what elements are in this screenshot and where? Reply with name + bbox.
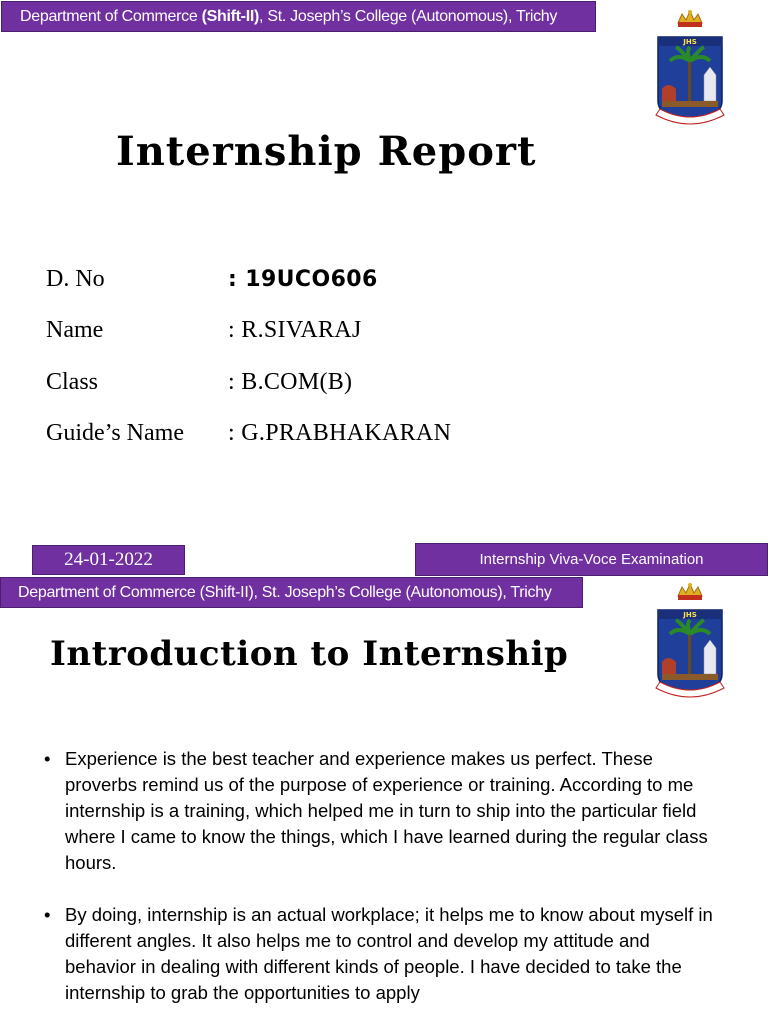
bullet-icon: • xyxy=(44,904,51,925)
crown-icon xyxy=(678,583,702,600)
banner-prefix: Department of Commerce xyxy=(20,8,202,25)
bullet-list xyxy=(44,746,724,1024)
section-title: Introduction to Internship xyxy=(50,634,569,674)
banner-shift: (Shift-II) xyxy=(201,8,260,25)
slide-introduction xyxy=(0,576,768,1024)
college-banner xyxy=(1,1,596,32)
detail-value: : R.SIVARAJ xyxy=(228,317,362,343)
detail-value: : 19UCO606 xyxy=(228,267,378,292)
bullet-icon: • xyxy=(44,748,51,769)
page-title: Internship Report xyxy=(116,128,537,175)
detail-label: Class xyxy=(46,369,99,395)
exam-badge: Internship Viva-Voce Examination xyxy=(415,543,768,576)
college-crest-icon xyxy=(654,582,726,710)
detail-row-class xyxy=(46,369,352,396)
date-badge: 24-01-2022 xyxy=(32,545,185,575)
bullet-text: Experience is the best teacher and experience makes us perfect. These proverbs remind us of the purpose of experience or training. According to me internship is a training, which helped me in turn to ship into the particular field where I came to know the things, which I have learned during the regular class hours. xyxy=(65,748,708,873)
detail-value: : B.COM(B) xyxy=(228,369,353,395)
detail-label: D. No xyxy=(46,266,105,292)
detail-label: Guide’s Name xyxy=(46,420,184,446)
detail-row-dno xyxy=(46,266,378,293)
banner-suffix: , St. Joseph’s College (Autonomous), Trichy xyxy=(259,8,558,25)
list-item xyxy=(44,902,724,1006)
detail-row-name xyxy=(46,317,362,344)
detail-row-guide xyxy=(46,420,451,447)
crown-icon xyxy=(678,10,702,27)
detail-value: : G.PRABHAKARAN xyxy=(228,420,452,446)
crest-text: JHS xyxy=(683,611,697,619)
detail-label: Name xyxy=(46,317,104,343)
bullet-text: By doing, internship is an actual workplace; it helps me to know about myself in different angles. It also helps me to control and develop my attitude and behavior in dealing with different kinds of people. I have decided to take the internship to grab the opportunities to apply xyxy=(65,904,713,1003)
college-crest-icon xyxy=(654,9,726,137)
list-item xyxy=(44,746,724,876)
college-banner: Department of Commerce (Shift-II), St. Joseph’s College (Autonomous), Trichy xyxy=(0,577,583,608)
crest-text: JHS xyxy=(683,38,697,46)
